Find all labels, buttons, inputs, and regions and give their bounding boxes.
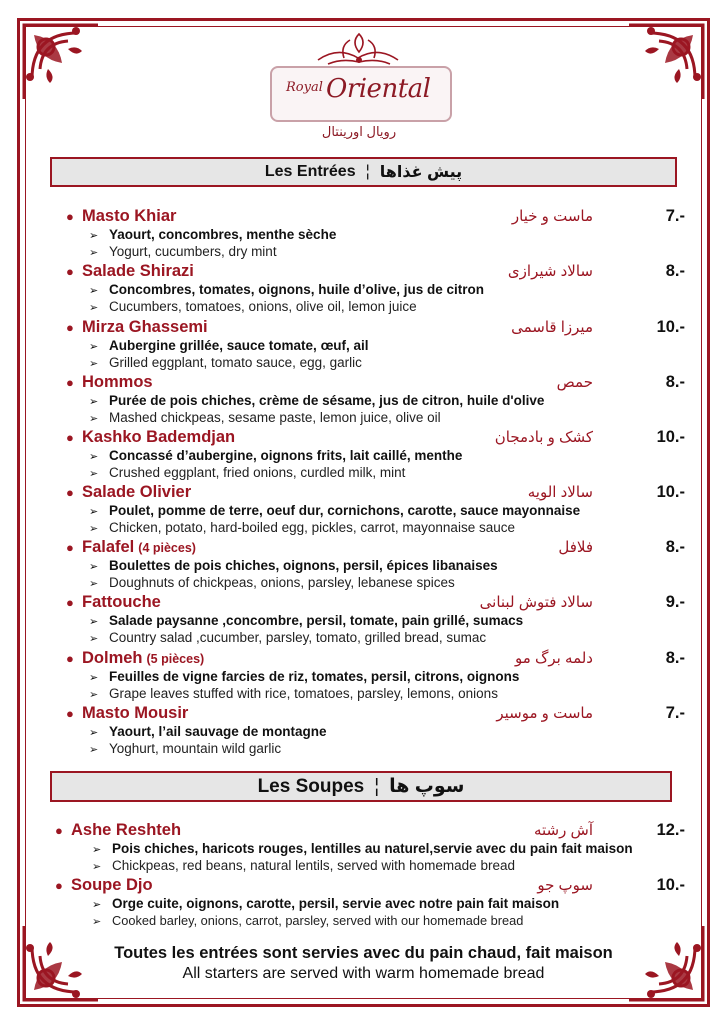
- menu-item: [0, 207, 727, 262]
- item-name-fa: میرزا قاسمی: [511, 319, 593, 336]
- item-name-fa: سوپ جو: [537, 877, 593, 894]
- logo-royal-text: Royal: [286, 80, 323, 95]
- menu-item: [0, 483, 727, 538]
- footer-note-fr: Toutes les entrées sont servies avec du pain chaud, fait maison: [114, 944, 613, 962]
- item-name: Salade Olivier: [82, 483, 192, 501]
- item-name: Soupe Djo: [71, 876, 153, 894]
- arrow-icon: ➢: [89, 616, 99, 628]
- item-desc-en: ➢ Cooked barley, onions, carrot, parsley, served with our homemade bread: [92, 913, 524, 928]
- item-desc-fr: ➢ Boulettes de pois chiches, oignons, persil, épices libanaises: [89, 558, 498, 573]
- item-name-fa: آش رشته: [533, 822, 593, 839]
- bullet-icon: ●: [66, 264, 74, 279]
- arrow-icon: ➢: [89, 578, 99, 590]
- item-desc-fr: ➢ Concombres, tomates, oignons, huile d’olive, jus de citron: [89, 282, 485, 297]
- footer-note-en: All starters are served with warm homemade bread: [182, 965, 545, 982]
- item-name-fa: ماست و خیار: [511, 208, 593, 225]
- arrow-icon: ➢: [92, 899, 102, 911]
- item-desc-fr: ➢ Yaourt, concombres, menthe sèche: [89, 227, 337, 242]
- item-price: 10.-: [656, 876, 685, 894]
- item-desc-en: ➢ Country salad ,cucumber, parsley, tomato, grilled bread, sumac: [89, 630, 487, 645]
- item-desc-fr: ➢ Purée de pois chiches, crème de sésame, jus de citron, huile d'olive: [89, 393, 545, 408]
- item-desc-en: ➢ Grape leaves stuffed with rice, tomatoes, parsley, lemons, onions: [89, 686, 498, 701]
- corner-ornament-icon: [623, 19, 709, 105]
- arrow-icon: ➢: [89, 341, 99, 353]
- bullet-icon: ●: [66, 485, 74, 500]
- menu-item: [0, 649, 727, 704]
- arrow-icon: ➢: [89, 451, 99, 463]
- logo-oriental-text: Oriental: [326, 74, 431, 104]
- section-title-fr: Les Soupes: [257, 775, 365, 797]
- item-price: 8.-: [665, 373, 685, 391]
- item-desc-fr: ➢ Salade paysanne ,concombre, persil, tomate, pain grillé, sumacs: [89, 613, 524, 628]
- item-name-fa: سالاد شیرازی: [507, 263, 593, 280]
- arrow-icon: ➢: [89, 468, 99, 480]
- bullet-icon: ●: [66, 706, 74, 721]
- item-desc-en: ➢ Yoghurt, mountain wild garlic: [89, 741, 282, 756]
- bullet-icon: ●: [66, 595, 74, 610]
- item-name-fa: کشک و بادمجان: [494, 429, 593, 446]
- item-name-fa: سالاد فتوش لبنانی: [479, 594, 593, 611]
- menu-item: [0, 821, 727, 876]
- bullet-icon: ●: [66, 209, 74, 224]
- item-desc-fr: ➢ Orge cuite, oignons, carotte, persil, servie avec notre pain fait maison: [92, 896, 560, 911]
- brand-logo: [258, 30, 468, 148]
- bullet-icon: ●: [55, 823, 63, 838]
- section-header-entrees: [50, 157, 677, 187]
- item-price: 7.-: [665, 704, 685, 722]
- item-name: Mirza Ghassemi: [82, 318, 208, 336]
- item-desc-en: ➢ Doughnuts of chickpeas, onions, parsley, lebanese spices: [89, 575, 455, 590]
- item-note: (5 pièces): [146, 652, 205, 666]
- bullet-icon: ●: [66, 430, 74, 445]
- menu-item: [0, 262, 727, 317]
- arrow-icon: ➢: [89, 506, 99, 518]
- corner-ornament-icon: [18, 19, 104, 105]
- arrow-icon: ➢: [89, 744, 99, 756]
- arrow-icon: ➢: [89, 689, 99, 701]
- menu-item: [0, 538, 727, 593]
- item-desc-fr: ➢ Poulet, pomme de terre, oeuf dur, cornichons, carotte, sauce mayonnaise: [89, 503, 581, 518]
- item-price: 10.-: [656, 428, 685, 446]
- menu-item: [0, 593, 727, 648]
- item-desc-en: ➢ Chicken, potato, hard-boiled egg, pickles, carrot, mayonnaise sauce: [89, 520, 515, 535]
- arrow-icon: ➢: [89, 396, 99, 408]
- item-price: 8.-: [665, 262, 685, 280]
- section-title-fa: پیش غذاها: [379, 164, 463, 181]
- item-name: Falafel (4 pièces): [82, 538, 196, 556]
- arrow-icon: ➢: [89, 523, 99, 535]
- item-desc-fr: ➢ Concassé d’aubergine, oignons frits, lait caillé, menthe: [89, 448, 463, 463]
- item-desc-en: ➢ Chickpeas, red beans, natural lentils, served with homemade bread: [92, 858, 515, 873]
- arrow-icon: ➢: [89, 672, 99, 684]
- item-name: Dolmeh (5 pièces): [82, 649, 205, 667]
- arrow-icon: ➢: [89, 358, 99, 370]
- item-desc-en: ➢ Cucumbers, tomatoes, onions, olive oil, lemon juice: [89, 299, 417, 314]
- section-title-fr: Les Entrées: [264, 163, 356, 180]
- menu-item: [0, 704, 727, 759]
- logo-persian-text: رویال اورینتال: [321, 124, 397, 139]
- arrow-icon: ➢: [89, 230, 99, 242]
- bullet-icon: ●: [66, 540, 74, 555]
- item-name: Fattouche: [82, 593, 161, 611]
- corner-ornament-icon: [18, 920, 104, 1006]
- arrow-icon: ➢: [89, 247, 99, 259]
- item-name: Hommos: [82, 373, 153, 391]
- item-price: 8.-: [665, 538, 685, 556]
- item-name: Salade Shirazi: [82, 262, 194, 280]
- menu-item: [0, 373, 727, 428]
- item-desc-fr: ➢ Yaourt, l’ail sauvage de montagne: [89, 724, 327, 739]
- item-price: 7.-: [665, 207, 685, 225]
- item-name: Kashko Bademdjan: [82, 428, 236, 446]
- item-name: Ashe Reshteh: [71, 821, 182, 839]
- arrow-icon: ➢: [89, 413, 99, 425]
- menu-item: [0, 876, 727, 931]
- item-name-fa: فلافل: [558, 539, 593, 556]
- item-desc-en: ➢ Grilled eggplant, tomato sauce, egg, garlic: [89, 355, 362, 370]
- section-header-soupes: [50, 771, 672, 802]
- arrow-icon: ➢: [89, 302, 99, 314]
- item-price: 12.-: [656, 821, 685, 839]
- item-desc-fr: ➢ Pois chiches, haricots rouges, lentilles au naturel,servie avec du pain fait maison: [92, 841, 633, 856]
- bullet-icon: ●: [55, 878, 63, 893]
- arrow-icon: ➢: [92, 861, 102, 873]
- item-desc-fr: ➢ Aubergine grillée, sauce tomate, œuf, ail: [89, 338, 369, 353]
- item-price: 10.-: [656, 318, 685, 336]
- crown-ornament-icon: [258, 30, 468, 70]
- item-note: (4 pièces): [138, 541, 196, 555]
- item-price: 8.-: [665, 649, 685, 667]
- arrow-icon: ➢: [89, 561, 99, 573]
- item-name-fa: سالاد الویه: [527, 484, 593, 501]
- item-name: Masto Khiar: [82, 207, 177, 225]
- item-name-fa: حمص: [556, 374, 593, 391]
- arrow-icon: ➢: [92, 844, 102, 856]
- bullet-icon: ●: [66, 651, 74, 666]
- item-name: Masto Mousir: [82, 704, 189, 722]
- section-separator: ¦: [374, 775, 380, 797]
- item-name-fa: ماست و موسیر: [496, 705, 593, 722]
- corner-ornament-icon: [623, 920, 709, 1006]
- arrow-icon: ➢: [89, 633, 99, 645]
- item-desc-en: ➢ Yogurt, cucumbers, dry mint: [89, 244, 277, 259]
- item-price: 10.-: [656, 483, 685, 501]
- section-title-fa: سوپ ها: [389, 776, 465, 797]
- item-desc-en: ➢ Crushed eggplant, fried onions, curdled milk, mint: [89, 465, 406, 480]
- item-desc-en: ➢ Mashed chickpeas, sesame paste, lemon juice, olive oil: [89, 410, 441, 425]
- arrow-icon: ➢: [92, 916, 102, 928]
- arrow-icon: ➢: [89, 285, 99, 297]
- item-name-fa: دلمه برگ مو: [515, 650, 593, 667]
- item-desc-fr: ➢ Feuilles de vigne farcies de riz, tomates, persil, citrons, oignons: [89, 669, 520, 684]
- menu-item: [0, 318, 727, 373]
- item-price: 9.-: [665, 593, 685, 611]
- arrow-icon: ➢: [89, 727, 99, 739]
- menu-item: [0, 428, 727, 483]
- bullet-icon: ●: [66, 375, 74, 390]
- bullet-icon: ●: [66, 320, 74, 335]
- section-separator: ¦: [365, 163, 370, 180]
